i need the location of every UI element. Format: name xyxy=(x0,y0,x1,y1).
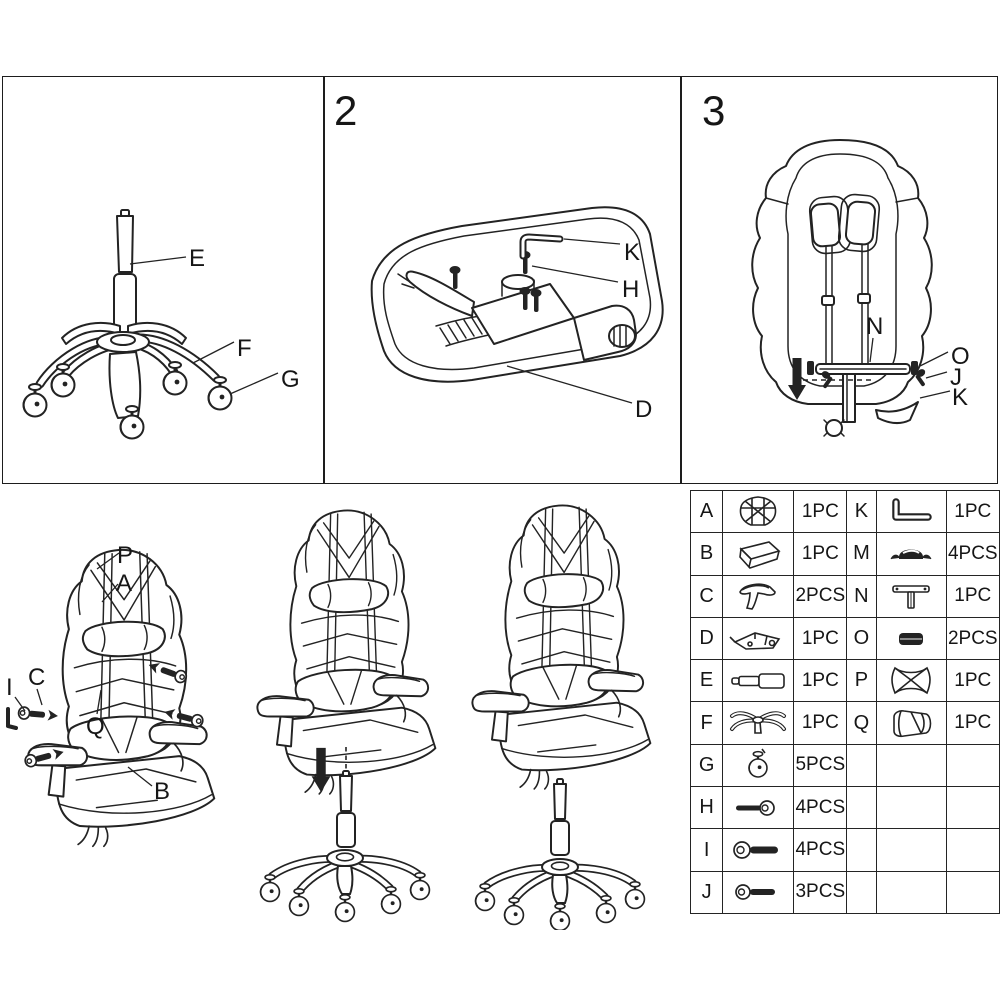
label-backrest: A xyxy=(116,570,133,597)
label-spacer: O xyxy=(951,343,970,370)
chair-exploded-drawing xyxy=(8,550,214,846)
table-row xyxy=(691,787,1000,829)
label-bolt-h: H xyxy=(622,276,640,303)
empty-cell xyxy=(876,829,946,871)
part-letter: D xyxy=(691,617,723,659)
empty-cell xyxy=(876,871,946,913)
mechanism-icon xyxy=(723,617,794,659)
part-qty: 1PC xyxy=(946,491,999,533)
parts-list-table xyxy=(690,490,1000,914)
table-row xyxy=(691,871,1000,913)
lumbar-pillow-icon xyxy=(876,702,946,744)
part-letter: E xyxy=(691,660,723,702)
part-letter: H xyxy=(691,787,723,829)
part-qty xyxy=(946,787,999,829)
part-letter: O xyxy=(847,617,876,659)
panel-1-gas-lift-base-diagram xyxy=(2,76,322,482)
empty-cell xyxy=(876,787,946,829)
label-g-leader xyxy=(230,373,278,394)
label-star-base: F xyxy=(237,335,252,362)
part-qty xyxy=(946,829,999,871)
table-row xyxy=(691,533,1000,575)
label-mechanism: D xyxy=(635,396,653,423)
gas-lift-icon xyxy=(723,660,794,702)
part-letter: F xyxy=(691,702,723,744)
table-row xyxy=(691,660,1000,702)
part-qty xyxy=(946,744,999,786)
part-qty: 1PC xyxy=(794,660,847,702)
part-letter: N xyxy=(847,575,876,617)
armrest-icon xyxy=(723,575,794,617)
step-2-number: 2 xyxy=(334,87,358,134)
part-qty: 2PCS xyxy=(946,617,999,659)
washer-bolt-icon xyxy=(723,829,794,871)
part-letter: Q xyxy=(847,702,876,744)
backrest-rear-drawing xyxy=(752,140,932,436)
part-qty: 4PCS xyxy=(794,787,847,829)
chair-drop-on-base-drawing xyxy=(257,510,435,921)
part-qty: 1PC xyxy=(794,533,847,575)
star-base-icon xyxy=(723,702,794,744)
star-base-drawing xyxy=(24,323,232,439)
spacer-icon xyxy=(876,617,946,659)
part-letter: G xyxy=(691,744,723,786)
part-qty: 1PC xyxy=(794,617,847,659)
label-allen-key-3: K xyxy=(952,384,969,411)
label-j-leader xyxy=(926,372,947,378)
label-k3-leader xyxy=(920,391,950,398)
part-qty: 1PC xyxy=(946,702,999,744)
label-bolt-i: I xyxy=(6,674,13,701)
gas-lift-drawing xyxy=(114,210,136,332)
part-letter: C xyxy=(691,575,723,617)
label-headrest-pillow: P xyxy=(117,542,134,569)
part-letter: K xyxy=(847,491,876,533)
label-seat: B xyxy=(154,778,171,805)
label-c-leader xyxy=(37,689,42,705)
part-letter: P xyxy=(847,660,876,702)
part-letter: M xyxy=(847,533,876,575)
label-e-leader xyxy=(130,257,186,264)
assembly-steps-illustration xyxy=(0,483,690,930)
long-bolt-icon xyxy=(723,871,794,913)
part-qty: 1PC xyxy=(946,575,999,617)
label-gas-lift: E xyxy=(189,245,206,272)
headrest-pillow-icon xyxy=(876,660,946,702)
seat-icon xyxy=(723,533,794,575)
label-caster: G xyxy=(281,366,300,393)
part-letter xyxy=(847,829,876,871)
allen-key-icon xyxy=(876,491,946,533)
panel-3-backrest-diagram xyxy=(680,76,997,482)
caster-icon xyxy=(723,744,794,786)
part-letter: A xyxy=(691,491,723,533)
part-qty: 1PC xyxy=(794,491,847,533)
table-row xyxy=(691,617,1000,659)
table-row xyxy=(691,702,1000,744)
label-bracket: N xyxy=(866,313,884,340)
short-bolt-icon xyxy=(723,787,794,829)
part-qty: 5PCS xyxy=(794,744,847,786)
part-letter: I xyxy=(691,829,723,871)
part-qty: 3PCS xyxy=(794,871,847,913)
label-o-leader xyxy=(920,352,948,366)
step-3-number: 3 xyxy=(702,87,726,134)
label-d-leader xyxy=(507,366,632,403)
part-letter xyxy=(847,744,876,786)
part-qty xyxy=(946,871,999,913)
chair-assembled-drawing xyxy=(472,505,650,930)
table-row xyxy=(691,744,1000,786)
table-row xyxy=(691,575,1000,617)
panel-2-mechanism-diagram xyxy=(322,76,678,482)
chair-back-icon xyxy=(723,491,794,533)
part-qty: 4PCS xyxy=(794,829,847,871)
part-qty: 4PCS xyxy=(946,533,999,575)
label-armrest: C xyxy=(28,664,46,691)
label-bolt-j: J xyxy=(950,364,962,391)
label-f-leader xyxy=(193,342,234,363)
table-row xyxy=(691,829,1000,871)
l-pin-drawing xyxy=(8,709,16,728)
empty-cell xyxy=(876,744,946,786)
part-letter xyxy=(847,871,876,913)
t-bracket-icon xyxy=(876,575,946,617)
part-qty: 1PC xyxy=(794,702,847,744)
part-qty: 2PCS xyxy=(794,575,847,617)
label-allen-key: K xyxy=(624,239,641,266)
part-letter: B xyxy=(691,533,723,575)
table-row xyxy=(691,491,1000,533)
label-lumbar-pillow: Q xyxy=(86,713,105,740)
cap-nut-icon xyxy=(876,533,946,575)
part-letter xyxy=(847,787,876,829)
part-qty: 1PC xyxy=(946,660,999,702)
part-letter: J xyxy=(691,871,723,913)
